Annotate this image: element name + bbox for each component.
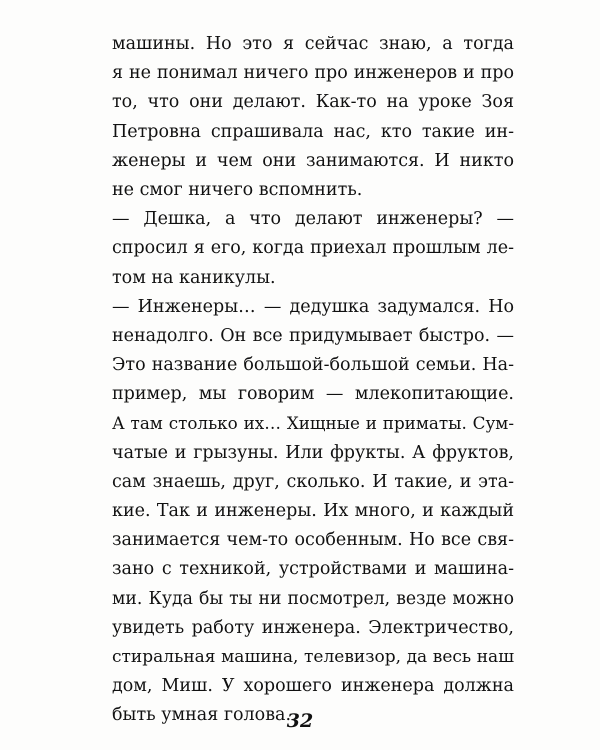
text-line: том на каникулы. xyxy=(112,267,276,288)
text-line: Петровна спрашивала нас, кто такие ин- xyxy=(112,121,514,142)
text-line: то, что они делают. Как-то на уроке Зоя xyxy=(112,92,514,113)
text-line: машины. Но это я сейчас знаю, а тогда xyxy=(112,34,514,54)
text-line: чатые и грызуны. Или фрукты. А фруктов, xyxy=(112,442,514,463)
text-line: — Инженеры… — дедушка задумался. Но xyxy=(112,296,514,317)
text-line: быть умная голова. xyxy=(112,705,292,726)
text-line: ми. Куда бы ты ни посмотрел, везде можно xyxy=(112,588,514,609)
page-number: 32 xyxy=(286,710,314,732)
text-line: — Дешка, а что делают инженеры? — xyxy=(112,209,514,230)
text-line: я не понимал ничего про инженеров и про xyxy=(112,63,514,84)
text-line: ненадолго. Он все придумывает быстро. — xyxy=(112,325,514,346)
text-line: дом, Миш. У хорошего инженера должна xyxy=(112,676,514,697)
body-text xyxy=(112,30,514,731)
text-line: сам знаешь, друг, сколько. И такие, и эта- xyxy=(112,471,514,492)
text-line: пример, мы говорим — млекопитающие. xyxy=(112,384,514,405)
text-line: А там столько их… Хищные и приматы. Сум- xyxy=(112,413,514,434)
text-line: женеры и чем они занимаются. И никто xyxy=(112,150,514,171)
text-line: кие. Так и инженеры. Их много, и каждый xyxy=(112,501,514,521)
text-line: стиральная машина, телевизор, да весь наш xyxy=(112,646,514,667)
text-line: спросил я его, когда приехал прошлым ле- xyxy=(112,238,514,259)
text-line: занимается чем-то особенным. Но все свя- xyxy=(112,530,514,551)
text-line: увидеть работу инженера. Электричество, xyxy=(112,617,514,638)
text-line: Это название большой-большой семьи. На- xyxy=(112,355,514,376)
text-line: не смог ничего вспомнить. xyxy=(112,179,363,200)
text-line: зано с техникой, устройствами и машина- xyxy=(112,559,514,580)
